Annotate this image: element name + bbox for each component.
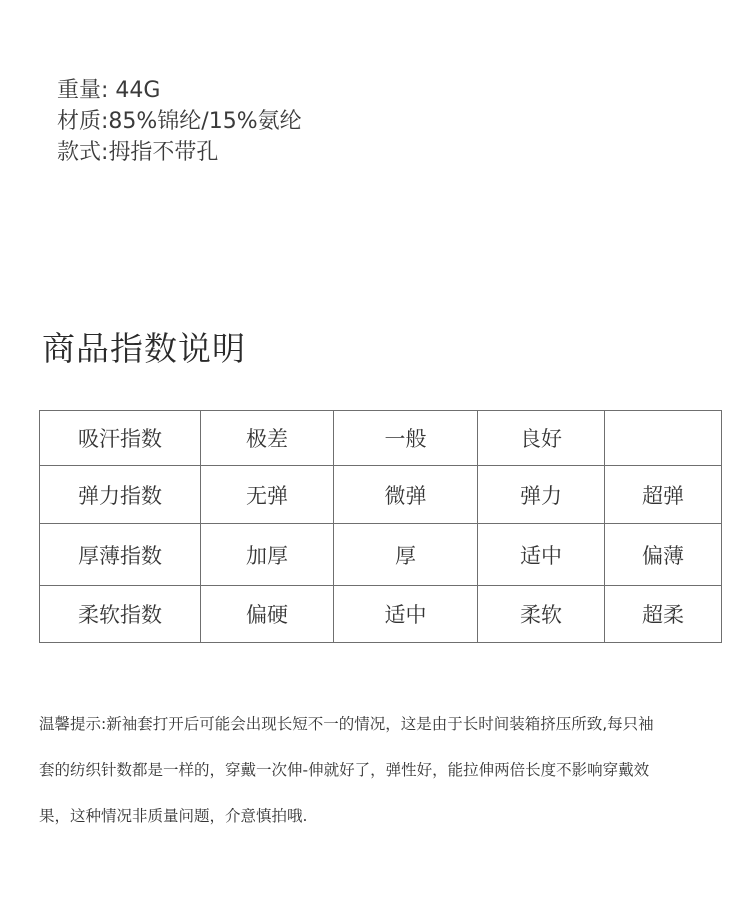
- table-cell: 偏硬: [201, 586, 334, 643]
- row-label-softness: 柔软指数: [40, 586, 201, 643]
- row-label-elasticity: 弹力指数: [40, 466, 201, 524]
- spec-material: 材质:85%锦纶/15%氨纶: [57, 109, 302, 134]
- product-index-table: [39, 410, 722, 643]
- table-cell: 加厚: [201, 524, 334, 586]
- spec-style: 款式:拇指不带孔: [57, 140, 219, 165]
- note-line: 温馨提示:新袖套打开后可能会出现长短不一的情况，这是由于长时间装箱挤压所致,每只袖: [39, 715, 654, 733]
- warm-tip-note: [39, 701, 729, 839]
- table-cell: 微弹: [334, 466, 478, 524]
- table-row: [40, 411, 722, 466]
- table-cell: 极差: [201, 411, 334, 466]
- section-title: 商品指数说明: [42, 329, 246, 368]
- note-line: 套的纺织针数都是一样的，穿戴一次伸-伸就好了，弹性好，能拉伸两倍长度不影响穿戴效: [39, 761, 650, 779]
- row-label-thickness: 厚薄指数: [40, 524, 201, 586]
- table-cell: 无弹: [201, 466, 334, 524]
- table-cell: 柔软: [478, 586, 605, 643]
- table-row: [40, 586, 722, 643]
- table-row: [40, 466, 722, 524]
- table-cell: [605, 411, 722, 466]
- note-line: 果，这种情况非质量问题，介意慎拍哦.: [39, 807, 308, 825]
- table-cell: 适中: [334, 586, 478, 643]
- product-specs: [57, 75, 302, 168]
- table-row: [40, 524, 722, 586]
- table-cell: 超弹: [605, 466, 722, 524]
- table-cell: 一般: [334, 411, 478, 466]
- row-label-absorption: 吸汗指数: [40, 411, 201, 466]
- table-cell: 超柔: [605, 586, 722, 643]
- table-cell: 偏薄: [605, 524, 722, 586]
- spec-weight: 重量: 44G: [57, 78, 161, 103]
- table-cell: 弹力: [478, 466, 605, 524]
- table-cell: 适中: [478, 524, 605, 586]
- table-cell: 厚: [334, 524, 478, 586]
- table-cell: 良好: [478, 411, 605, 466]
